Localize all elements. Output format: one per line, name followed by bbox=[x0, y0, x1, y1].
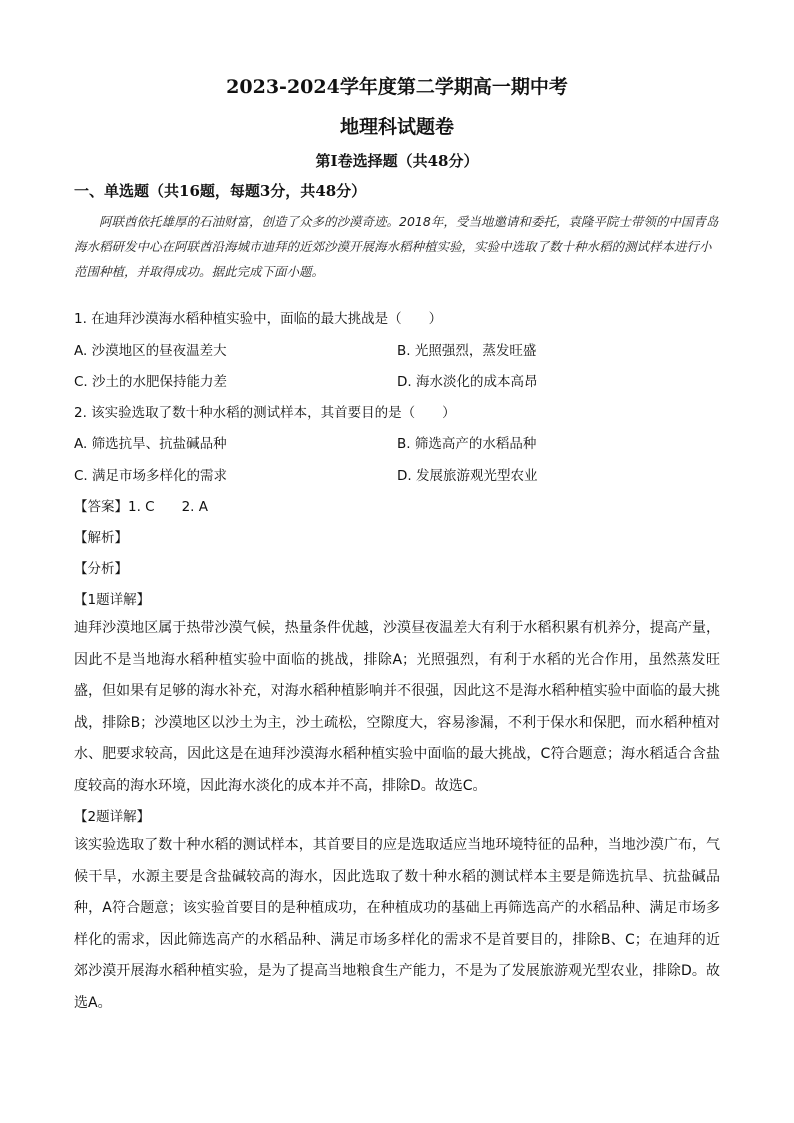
question-1-stem: 1. 在迪拜沙漠海水稻种植实验中，面临的最大挑战是（ ） bbox=[74, 311, 443, 327]
question-2-option-c: C. 满足市场多样化的需求 bbox=[74, 468, 228, 484]
question-1-option-a: A. 沙漠地区的昼夜温差大 bbox=[74, 343, 227, 359]
subject-title: 地理科试题卷 bbox=[339, 116, 454, 138]
analysis-label: 【解析】 bbox=[74, 530, 128, 546]
question-2-option-a: A. 筛选抗旱、抗盐碱品种 bbox=[74, 436, 227, 452]
q2-explanation: 该实验选取了数十种水稻的测试样本，其首要目的应是选取适应当地环境特征的品种，当地沙漠广布，气候干旱，水源主要是含盐碱较高的海水，因此选取了数十种水稻的测试样本主要是筛选抗旱、抗盐碱品种，A符合题意；该实验首要目的是种植成功，在种植成功的基础上再筛选高产的水稻品种、满足市场多样化的需求，因此筛选高产的水稻品种、满足市场多样化的需求不是首要目的，排除B、C；在迪拜的近郊沙漠开展海水稻种植实验，是为了提高当地粮食生产能力，不是为了发展旅游观光型农业，排除D。故选A。 bbox=[74, 837, 720, 1011]
question-1-option-b: B. 光照强烈，蒸发旺盛 bbox=[397, 343, 537, 359]
intro-passage: 阿联酋依托雄厚的石油财富，创造了众多的沙漠奇迹。2018年，受当地邀请和委托，袁隆平院士带领的中国青岛海水稻研发中心在阿联酋沿海城市迪拜的近郊沙漠开展海水稻种植实验，实验中选取了数十种水稻的测试样本进行小范围种植，并取得成功。据此完成下面小题。 bbox=[74, 214, 719, 279]
question-2-option-d: D. 发展旅游观光型农业 bbox=[397, 468, 538, 484]
answer-values: 1. C 2. A bbox=[128, 499, 209, 515]
exam-title: 2023-2024学年度第二学期高一期中考 bbox=[226, 76, 568, 98]
answer-label: 【答案】 bbox=[74, 499, 128, 515]
section-heading: 一、单选题（共16题，每题3分，共48分） bbox=[74, 182, 367, 200]
q1-explanation: 迪拜沙漠地区属于热带沙漠气候，热量条件优越，沙漠昼夜温差大有利于水稻积累有机养分，提高产量，因此不是当地海水稻种植实验中面临的挑战，排除A；光照强烈，有利于水稻的光合作用，虽然蒸发旺盛，但如果有足够的海水补充，对海水稻种植影响并不很强，因此这不是海水稻种植实验中面临的最大挑战，排除B；沙漠地区以沙土为主，沙土疏松，空隙度大，容易渗漏，不利于保水和保肥，而水稻种植对水、肥要求较高，因此这是在迪拜沙漠海水稻种植实验中面临的最大挑战，C符合题意；海水稻适合含盐度较高的海水环境，因此海水淡化的成本并不高，排除D。故选C。 bbox=[74, 620, 720, 794]
question-2-stem: 2. 该实验选取了数十种水稻的测试样本，其首要目的是（ ） bbox=[74, 405, 456, 421]
question-1-option-d: D. 海水淡化的成本高昂 bbox=[397, 374, 538, 390]
question-2-option-b: B. 筛选高产的水稻品种 bbox=[397, 436, 537, 452]
answer-line bbox=[74, 495, 208, 515]
question-1-option-c: C. 沙土的水肥保持能力差 bbox=[74, 374, 228, 390]
q2-detail-label: 【2题详解】 bbox=[74, 809, 151, 825]
q1-detail-label: 【1题详解】 bbox=[74, 592, 151, 608]
fenxi-label: 【分析】 bbox=[74, 561, 128, 577]
part-title: 第Ⅰ卷选择题（共48分） bbox=[315, 152, 479, 170]
